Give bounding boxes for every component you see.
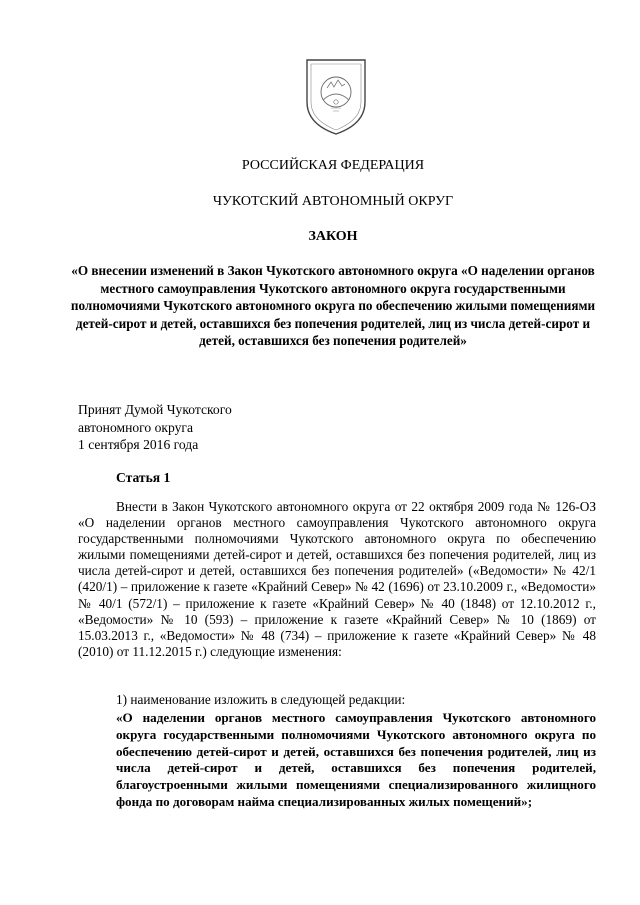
article-paragraph: Внести в Закон Чукотского автономного округа от 22 октября 2009 года № 126-ОЗ «О наделении органов местного самоуправления Чукотского автономного округа государственными полномочиями Чукотского автономного округа по обеспечению жилыми помещениями детей-сирот и детей, оставшихся без попечения родителей, лиц из числа детей-сирот и детей, оставшихся без попечения родителей» («Ведомости» № 42/1 (420/1) – приложение к газете «Крайний Север» № 42 (1696) от 23.10.2009 г., «Ведомости» № 40/1 (572/1) – приложение к газете «Крайний Север» № 40 (1848) от 12.10.2012 г., «Ведомости» № 10 (593) – приложение к газете «Крайний Север» № 10 (1869) от 15.03.2013 г., «Ведомости» № 48 (734) – приложение к газете «Крайний Север» № 48 (2010) от 11.12.2015 г.) следующие изменения: [78,499,596,659]
adoption-line-2: автономного округа [78,419,194,435]
adoption-info [78,401,232,454]
new-title-quote: «О наделении органов местного самоуправления Чукотского автономного округа государственными полномочиями Чукотского автономного округа по обеспечению детей-сирот и детей, оставшихся без попечения родителей, лиц из числа детей-сирот и детей, оставшихся без попечения родителей, благоустроенными жилыми помещениями специализированного жилищного фонда по договорам найма специализированных жилых помещений»; [116,710,596,809]
region-heading: ЧУКОТСКИЙ АВТОНОМНЫЙ ОКРУГ [212,194,454,209]
adoption-line-1: Принят Думой Чукотского [78,402,232,417]
coat-of-arms-emblem [303,58,369,136]
law-title: «О внесении изменений в Закон Чукотского автономного округа «О наделении органов местного самоуправления Чукотского автономного округа государственными полномочиями Чукотского автономного округа по обеспечению жилыми помещениями детей-сирот и детей, оставшихся без попечения родителей, лиц из числа детей-сирот и детей, оставшихся без попечения родителей» [70,263,596,348]
article-body [78,499,596,660]
country-heading: РОССИЙСКАЯ ФЕДЕРАЦИЯ [241,158,425,173]
document-type-heading: ЗАКОН [308,229,358,244]
article-item-1: 1) наименование изложить в следующей редакции: [116,692,406,707]
article-heading: Статья 1 [116,470,171,485]
adoption-date: 1 сентября 2016 года [78,437,199,452]
